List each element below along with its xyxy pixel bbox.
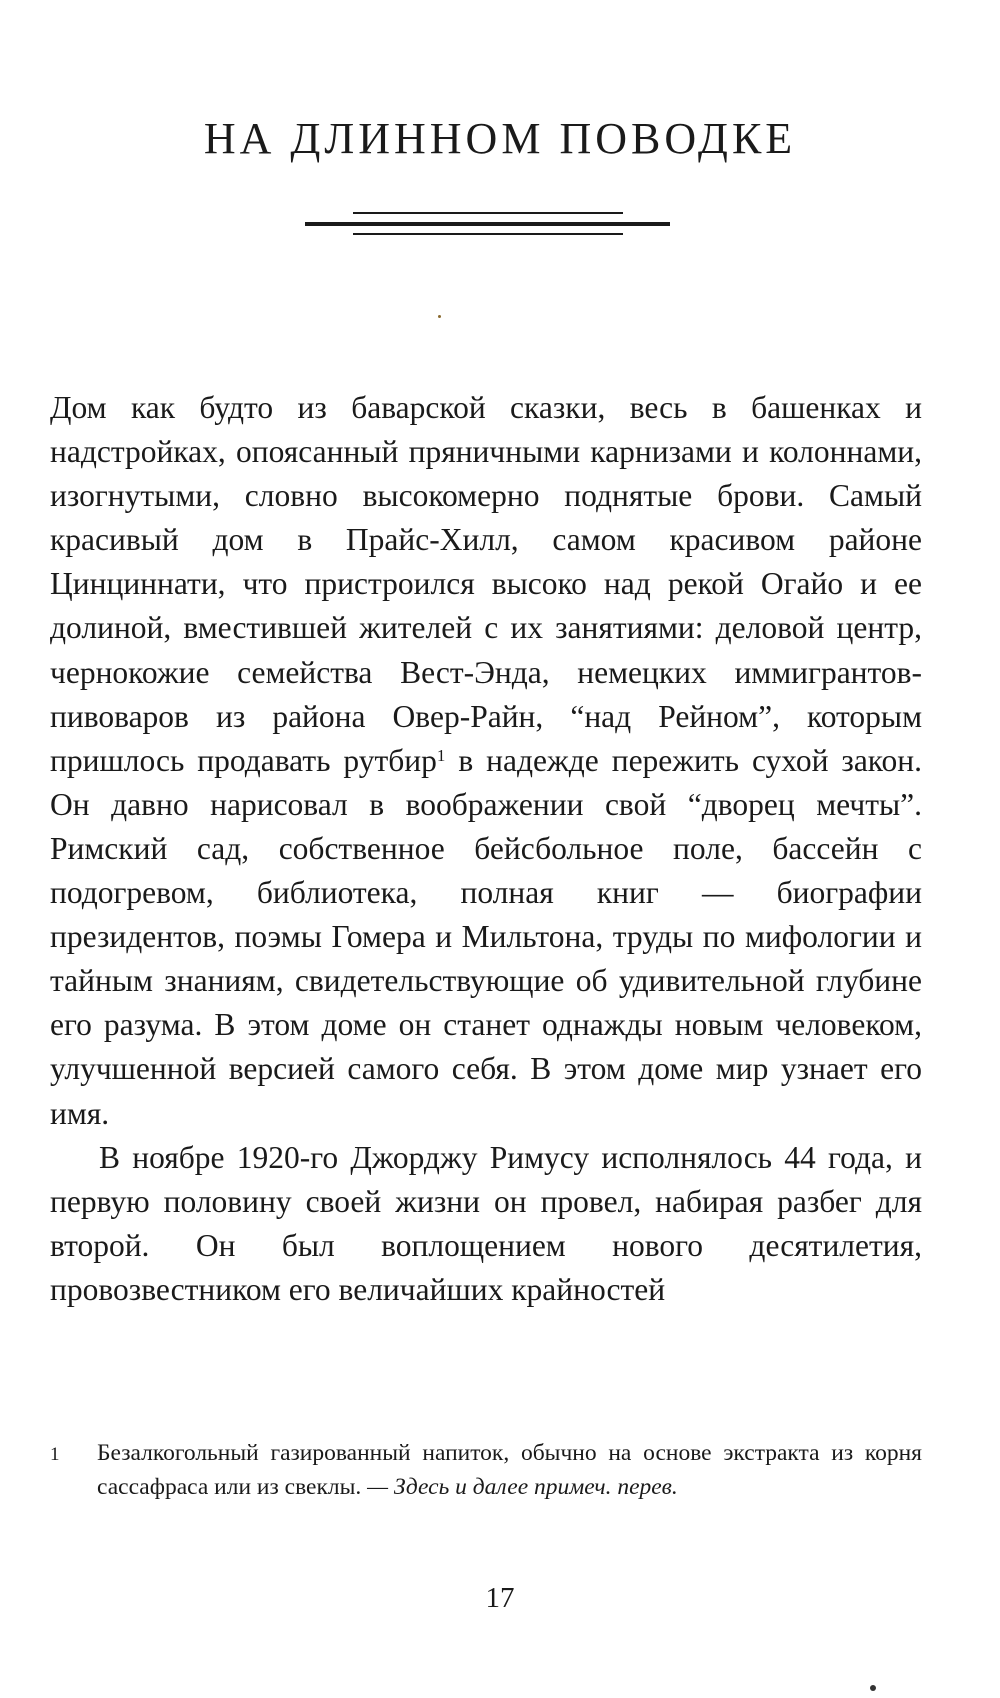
title-ornament-rule — [305, 200, 670, 240]
footnote-number: 1 — [50, 1444, 60, 1465]
ornament-line-bottom — [353, 233, 623, 235]
paragraph-1-text-b: в надежде пережить сухой закон. Он давно нарисовал в воображении свой “дворец мечты”. Римский сад, собственное бейсбольное поле, бассейн с подогревом, библиотека, полная книг — биографии президентов, поэмы Гомера и Мильтона, труды по мифологии и тайным знаниям, свидетельствующие об удивительной глубине его разума. В этом доме он станет однажды новым человеком, улучшенной версией самого себя. В этом доме мир узнает его имя. — [50, 742, 922, 1131]
footnote-attribution: — Здесь и далее примеч. перев. — [367, 1474, 678, 1500]
ornament-line-middle — [305, 222, 670, 226]
footnote-text — [97, 1436, 922, 1504]
print-speck-bottom — [870, 1685, 876, 1691]
footnote-body: Безалкогольный газированный напиток, обычно на основе экстракта из корня сассафраса или из свеклы. — [97, 1440, 922, 1500]
paragraph-2: В ноябре 1920-го Джорджу Римусу исполнялось 44 года, и первую половину своей жизни он провел, набирая разбег для второй. Он был воплощением нового десятилетия, провозвестником его величайших крайностей — [50, 1139, 922, 1307]
footnote — [50, 1436, 922, 1504]
paragraph-1-text-a: Дом как будто из баварской сказки, весь в башенках и надстройках, опоясанный пряничными карнизами и колоннами, изогнутыми, словно высокомерно поднятые брови. Самый красивый дом в Прайс-Хилл, самом красивом районе Цинциннати, что пристроился высоко над рекой Огайо и ее долиной, вместившей жителей с их занятиями: деловой центр, чернокожие семейства Вест-Энда, немецких иммигрантов-пивоваров из района Овер-Райн, “над Рейном”, которым пришлось продавать рутбир — [50, 390, 922, 778]
chapter-title: НА ДЛИННОМ ПОВОДКЕ — [203, 114, 797, 163]
body-text — [50, 386, 922, 1312]
print-speck — [438, 315, 441, 318]
paragraph-1 — [50, 386, 922, 1136]
page-number: 17 — [485, 1582, 515, 1614]
footnote-reference: 1 — [436, 745, 446, 765]
ornament-line-top — [353, 212, 623, 214]
